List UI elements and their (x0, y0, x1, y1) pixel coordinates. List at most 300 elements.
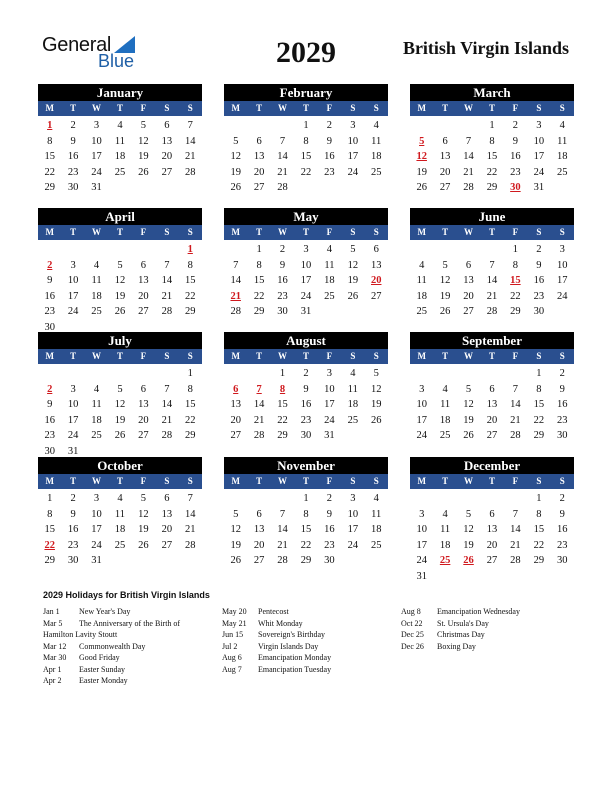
day: 11 (557, 135, 568, 147)
day: 26 (138, 539, 149, 551)
weekday-label: T (488, 476, 495, 486)
day: 19 (463, 539, 474, 551)
weekday-header (38, 474, 202, 489)
weekday-label: M (45, 103, 54, 113)
empty-day (61, 242, 84, 258)
day: 22 (44, 166, 55, 178)
day: 13 (138, 275, 149, 286)
day: 15 (533, 399, 545, 410)
holiday-day: 26 (463, 555, 474, 566)
day: 5 (117, 383, 123, 395)
day: 9 (559, 508, 565, 520)
weekday-label: F (140, 476, 147, 486)
weekday-label: W (92, 103, 102, 113)
weekday-label: F (512, 103, 519, 113)
day: 2 (326, 493, 333, 504)
day: 29 (44, 555, 55, 566)
month-march (410, 84, 574, 196)
day: 20 (486, 414, 498, 426)
day: 12 (138, 135, 149, 147)
day: 19 (439, 290, 451, 302)
day: 21 (253, 414, 265, 426)
weekday-label: F (326, 351, 333, 361)
day: 15 (533, 524, 545, 535)
day: 10 (416, 399, 427, 410)
day: 2 (70, 120, 76, 131)
holiday-column-2 (222, 606, 402, 675)
day: 27 (161, 539, 173, 551)
day: 6 (164, 493, 170, 504)
day: 12 (347, 259, 359, 271)
holiday-date: May 20 (222, 607, 247, 616)
week-row (38, 366, 202, 382)
day: 2 (512, 120, 519, 131)
day: 26 (114, 430, 126, 441)
weekday-label: S (559, 476, 565, 486)
holiday-item (222, 629, 402, 641)
holiday-date: Dec 26 (401, 641, 424, 651)
day: 23 (44, 306, 55, 317)
day: 10 (556, 259, 568, 271)
day: 17 (91, 151, 102, 162)
week-row (38, 538, 202, 554)
day: 6 (140, 383, 147, 395)
day: 21 (463, 166, 474, 178)
week-row (224, 149, 388, 165)
day: 14 (486, 275, 498, 286)
day: 6 (164, 120, 170, 131)
empty-day (38, 366, 61, 382)
weekday-label: W (278, 351, 288, 361)
day: 18 (439, 539, 451, 551)
day: 22 (510, 290, 521, 302)
holiday-name: Emancipation Wednesday (437, 607, 520, 616)
day: 28 (277, 555, 288, 566)
weekday-label: S (536, 476, 542, 486)
day: 30 (324, 555, 335, 566)
empty-day (410, 242, 433, 258)
day: 4 (373, 120, 379, 131)
day: 20 (486, 539, 498, 551)
empty-day (271, 491, 294, 507)
holiday-day: 8 (279, 383, 286, 395)
day: 6 (373, 244, 379, 255)
day: 18 (91, 414, 102, 426)
day: 23 (324, 539, 335, 551)
week-row (38, 273, 202, 289)
day: 16 (510, 151, 521, 162)
day: 6 (465, 259, 472, 271)
empty-day (365, 428, 388, 444)
day: 26 (416, 182, 427, 193)
month-july (38, 332, 202, 459)
empty-day (108, 553, 131, 569)
day: 27 (230, 430, 241, 441)
weekday-label: S (164, 227, 170, 237)
day: 24 (347, 539, 359, 551)
day: 2 (559, 368, 565, 379)
day: 22 (533, 539, 545, 551)
day: 3 (70, 383, 76, 395)
day: 21 (277, 166, 288, 178)
day: 7 (187, 493, 193, 504)
day: 8 (303, 135, 309, 147)
day: 22 (300, 539, 312, 551)
day: 19 (230, 166, 241, 178)
weekday-label: S (164, 351, 170, 361)
day: 17 (347, 151, 359, 162)
day: 8 (47, 508, 53, 520)
empty-day (504, 491, 527, 507)
day: 30 (300, 430, 312, 441)
week-row (38, 149, 202, 165)
day: 16 (533, 275, 545, 286)
holiday-day: 20 (370, 275, 382, 286)
month-june (410, 208, 574, 320)
holiday-date: Aug 6 (222, 653, 242, 662)
day: 24 (347, 166, 359, 178)
weekday-label: T (488, 227, 495, 237)
weekday-label: S (350, 103, 356, 113)
month-title: January (38, 84, 202, 101)
empty-day (155, 366, 178, 382)
weekday-header (38, 225, 202, 240)
empty-day (433, 242, 456, 258)
day: 2 (326, 120, 333, 131)
day: 21 (184, 524, 196, 535)
day: 14 (161, 275, 173, 286)
logo-blue-text: Blue (98, 51, 135, 71)
day: 29 (510, 306, 521, 317)
day: 11 (371, 508, 382, 520)
day: 27 (486, 430, 498, 441)
empty-day (433, 491, 456, 507)
day: 19 (370, 399, 382, 410)
holiday-list (43, 590, 583, 685)
day: 10 (91, 508, 102, 520)
day: 24 (556, 290, 568, 302)
day: 14 (277, 524, 288, 535)
holiday-name: The Anniversary of the Birth of (79, 618, 181, 628)
empty-day (318, 180, 341, 196)
weekday-label: S (559, 103, 565, 113)
empty-day (179, 180, 202, 196)
day: 23 (67, 166, 79, 178)
month-april (38, 208, 202, 335)
day: 19 (138, 524, 149, 535)
weekday-header (410, 349, 574, 364)
day: 7 (465, 135, 472, 147)
weekday-label: W (92, 227, 102, 237)
week-row (224, 134, 388, 150)
day: 7 (489, 259, 495, 271)
weekday-label: M (231, 103, 240, 113)
day: 7 (187, 120, 193, 131)
day: 29 (486, 182, 498, 193)
day: 1 (303, 493, 309, 504)
day: 5 (373, 368, 379, 379)
day: 5 (442, 259, 448, 271)
week-row (410, 304, 574, 320)
day: 13 (486, 524, 498, 535)
day: 4 (93, 383, 100, 395)
day: 15 (184, 399, 196, 410)
day: 10 (347, 508, 359, 520)
day: 1 (536, 368, 542, 379)
weekday-label: M (45, 351, 54, 361)
day: 9 (303, 383, 309, 395)
month-title: August (224, 332, 388, 349)
holiday-name: Whit Monday (258, 618, 303, 628)
day: 11 (347, 383, 358, 395)
day: 22 (486, 166, 498, 178)
day: 29 (184, 430, 196, 441)
holiday-list-title: 2029 Holidays for British Virgin Islands (43, 590, 210, 600)
holiday-name: Emancipation Monday (258, 653, 332, 662)
week-row (38, 491, 202, 507)
weekday-label: M (231, 351, 240, 361)
day: 6 (489, 508, 495, 520)
weekday-label: S (536, 351, 542, 361)
weekday-label: W (278, 227, 288, 237)
day: 13 (439, 151, 451, 162)
holiday-day: 6 (233, 383, 239, 395)
weekday-label: T (116, 351, 123, 361)
day: 29 (44, 182, 55, 193)
day: 9 (47, 275, 53, 286)
day: 25 (370, 539, 382, 551)
day: 8 (512, 259, 519, 271)
holiday-item (222, 641, 402, 653)
day: 13 (253, 524, 265, 535)
day: 13 (463, 275, 474, 286)
week-row (224, 366, 388, 382)
week-row (410, 149, 574, 165)
day: 8 (489, 135, 495, 147)
day: 7 (233, 259, 239, 271)
day: 3 (559, 244, 565, 255)
day: 9 (559, 383, 565, 395)
day: 20 (230, 414, 241, 426)
day: 1 (47, 493, 53, 504)
month-title: October (38, 457, 202, 474)
day: 28 (510, 555, 521, 566)
week-row (224, 289, 388, 305)
country-title: British Virgin Islands (402, 38, 569, 58)
week-row (224, 507, 388, 523)
day: 23 (556, 414, 568, 426)
empty-day (155, 553, 178, 569)
weekday-header (38, 349, 202, 364)
day: 21 (161, 290, 173, 302)
day: 22 (533, 414, 545, 426)
empty-day (247, 366, 270, 382)
weekday-label: F (140, 351, 147, 361)
year-title: 2029 (276, 36, 336, 69)
empty-day (551, 180, 574, 196)
day: 20 (138, 290, 149, 302)
empty-day (410, 366, 433, 382)
day: 28 (184, 166, 196, 178)
day: 6 (442, 135, 448, 147)
day: 22 (184, 414, 196, 426)
day: 22 (253, 290, 265, 302)
holiday-item (222, 618, 402, 630)
holiday-name-continued: Hamilton Lavity Stoutt (43, 630, 118, 639)
empty-day (341, 553, 364, 569)
empty-day (132, 366, 155, 382)
weekday-label: T (256, 351, 263, 361)
day: 17 (300, 275, 312, 286)
holiday-name: Sovereign's Birthday (258, 630, 325, 639)
weekday-label: S (350, 351, 356, 361)
day: 25 (416, 306, 427, 317)
day: 2 (559, 493, 565, 504)
day: 16 (44, 414, 55, 426)
day: 31 (67, 445, 79, 457)
day: 29 (533, 555, 545, 566)
day: 15 (44, 524, 55, 535)
week-row (224, 165, 388, 181)
weekday-label: T (302, 103, 309, 113)
weekday-label: M (417, 103, 426, 113)
empty-day (410, 491, 433, 507)
empty-day (247, 118, 270, 134)
holiday-item (222, 664, 402, 676)
day: 26 (230, 182, 241, 193)
day: 1 (303, 120, 309, 131)
day: 28 (184, 539, 196, 551)
day: 3 (93, 120, 100, 131)
day: 18 (324, 275, 335, 286)
day: 13 (370, 259, 382, 271)
day: 9 (70, 135, 76, 147)
day: 19 (347, 275, 359, 286)
empty-day (527, 569, 550, 585)
week-row (224, 491, 388, 507)
week-row (38, 242, 202, 258)
empty-day (457, 242, 480, 258)
month-october (38, 457, 202, 569)
day: 4 (442, 383, 448, 395)
week-row (224, 118, 388, 134)
day: 31 (416, 570, 427, 582)
holiday-date: Mar 30 (43, 653, 67, 662)
day: 8 (256, 259, 262, 271)
weekday-label: F (140, 103, 147, 113)
day: 31 (300, 306, 312, 317)
day: 18 (370, 151, 382, 162)
day: 15 (184, 275, 196, 286)
holiday-name: Easter Sunday (79, 664, 125, 674)
day: 14 (184, 135, 196, 147)
day: 24 (416, 430, 427, 441)
weekday-label: T (302, 227, 309, 237)
weekday-label: S (559, 227, 565, 237)
weekday-label: S (164, 476, 170, 486)
day: 9 (326, 135, 333, 147)
day: 16 (556, 399, 568, 410)
week-row (410, 397, 574, 413)
day: 20 (439, 166, 451, 178)
day: 14 (510, 399, 521, 410)
day: 7 (164, 259, 170, 271)
week-row (410, 507, 574, 523)
weekday-label: S (373, 227, 379, 237)
holiday-item (43, 641, 223, 653)
day: 12 (463, 524, 474, 535)
day: 19 (114, 414, 126, 426)
day: 3 (419, 383, 425, 395)
day: 11 (91, 399, 102, 410)
weekday-label: T (256, 103, 263, 113)
day: 28 (161, 430, 173, 441)
day: 28 (253, 430, 265, 441)
week-row (410, 134, 574, 150)
day: 21 (161, 414, 173, 426)
day: 13 (161, 135, 173, 147)
holiday-name: New Year's Day (79, 607, 131, 616)
empty-day (480, 491, 503, 507)
weekday-label: S (187, 103, 193, 113)
weekday-label: T (302, 476, 309, 486)
weekday-label: W (278, 476, 288, 486)
holiday-date: Apr 2 (43, 676, 62, 685)
week-row (410, 522, 574, 538)
day: 6 (140, 259, 147, 271)
week-row (410, 165, 574, 181)
day: 18 (347, 399, 359, 410)
empty-day (341, 428, 364, 444)
empty-day (433, 569, 456, 585)
weekday-label: F (326, 227, 333, 237)
day: 10 (91, 135, 102, 147)
day: 12 (370, 383, 382, 395)
holiday-name: Emancipation Tuesday (258, 664, 332, 674)
day: 24 (67, 306, 79, 317)
day: 4 (117, 493, 123, 504)
week-row (38, 522, 202, 538)
day: 17 (347, 524, 359, 535)
holiday-day: 21 (230, 290, 241, 302)
day: 13 (161, 508, 173, 520)
holiday-date: Jun 15 (222, 630, 244, 639)
day: 8 (187, 383, 193, 395)
day: 4 (419, 259, 425, 271)
weekday-label: T (70, 476, 77, 486)
day: 14 (230, 275, 241, 286)
day: 24 (67, 430, 79, 441)
empty-day (132, 242, 155, 258)
day: 3 (350, 120, 356, 131)
day: 25 (91, 306, 102, 317)
weekday-label: T (256, 227, 263, 237)
holiday-name: Easter Monday (79, 676, 128, 685)
day: 31 (91, 555, 102, 566)
holiday-day: 2 (47, 259, 53, 271)
day: 4 (93, 259, 100, 271)
holiday-date: Oct 22 (401, 618, 423, 628)
day: 20 (253, 166, 265, 178)
weekday-label: W (464, 103, 474, 113)
day: 8 (47, 135, 53, 147)
day: 8 (536, 508, 542, 520)
holiday-date: Dec 25 (401, 630, 424, 639)
day: 15 (44, 151, 55, 162)
weekday-label: M (417, 476, 426, 486)
week-row (38, 413, 202, 429)
day: 16 (67, 151, 79, 162)
